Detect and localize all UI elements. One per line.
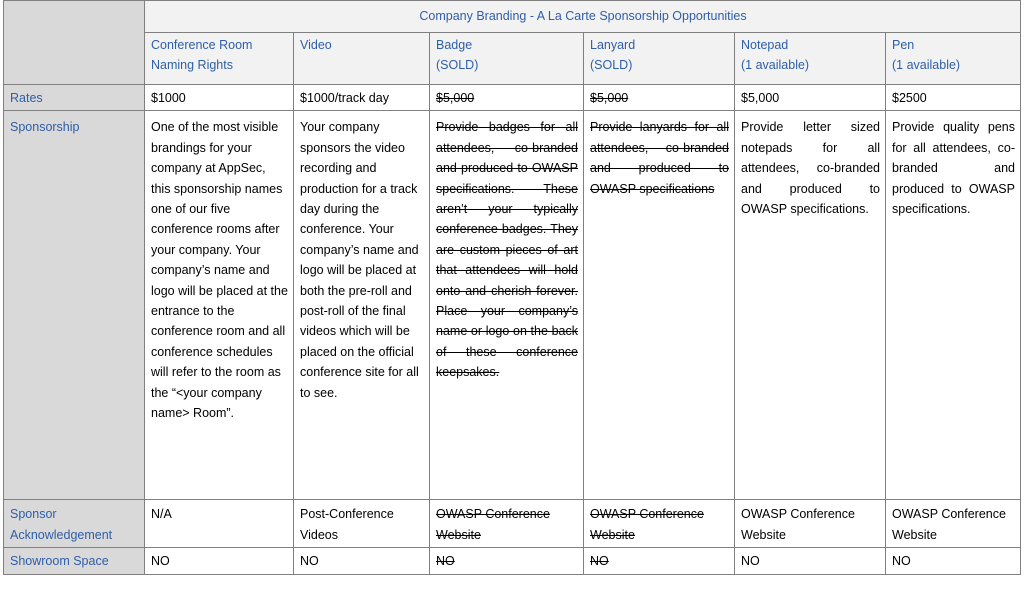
row-label-rates: Rates	[4, 85, 145, 111]
showroom-cell: NO	[294, 548, 430, 574]
rate-cell: $1000/track day	[294, 85, 430, 111]
showroom-cell: NO	[145, 548, 294, 574]
rate-cell: $5,000	[584, 85, 735, 111]
title-row	[4, 1, 1021, 33]
column-header-pen	[886, 33, 1021, 85]
acknowledgement-cell: N/A	[145, 500, 294, 548]
column-header-line2: Naming Rights	[151, 58, 233, 73]
showroom-cell: NO	[430, 548, 584, 574]
row-label-acknowledgement	[4, 500, 145, 548]
showroom-cell: NO	[886, 548, 1021, 574]
sponsorship-row	[4, 111, 1021, 500]
column-header-line1: Notepad	[741, 38, 789, 52]
acknowledgement-cell: OWASP Conference Website	[584, 500, 735, 548]
row-label-showroom: Showroom Space	[4, 548, 145, 574]
column-header-conference-room	[145, 33, 294, 85]
column-header-line1: Lanyard	[590, 38, 636, 52]
sponsorship-description: Provide badges for all attendees, co-branded and produced to OWASP specifications. These aren’t your typically conference badges. They are custom pieces of art that attendees will hold onto and cherish forever. Place your company’s name or logo on the back of these conference keepsakes.	[430, 111, 584, 500]
sponsorship-table-container	[3, 0, 1023, 575]
column-header-notepad	[735, 33, 886, 85]
showroom-cell: NO	[735, 548, 886, 574]
acknowledgement-cell: OWASP Conference Website	[886, 500, 1021, 548]
column-header-line1: Video	[300, 38, 332, 52]
rate-cell: $1000	[145, 85, 294, 111]
row-label-sponsorship: Sponsorship	[4, 111, 145, 500]
sponsorship-description: Provide letter sized notepads for all attendees, co-branded and produced to OWASP specifications.	[735, 111, 886, 500]
corner-cell	[4, 1, 145, 85]
column-header-lanyard	[584, 33, 735, 85]
rates-row	[4, 85, 1021, 111]
table-title: Company Branding - A La Carte Sponsorship Opportunities	[145, 1, 1021, 33]
sponsorship-table	[3, 0, 1021, 575]
sponsorship-description: Provide quality pens for all attendees, co-branded and produced to OWASP specifications.	[886, 111, 1021, 500]
column-header-badge	[430, 33, 584, 85]
column-header-line1: Badge	[436, 38, 473, 52]
rate-cell: $5,000	[735, 85, 886, 111]
showroom-cell: NO	[584, 548, 735, 574]
showroom-row	[4, 548, 1021, 574]
column-header-line2: (SOLD)	[436, 58, 479, 73]
acknowledgement-cell: Post-Conference Videos	[294, 500, 430, 548]
sponsorship-description: Provide lanyards for all attendees, co-branded and produced to OWASP specifications	[584, 111, 735, 500]
sponsorship-description: One of the most visible brandings for your company at AppSec, this sponsorship names one of our five conference rooms after your company. Your company’s name and logo will be placed at the entrance to the conference room and all conference schedules will refer to the room as the “<your company name> Room”.	[145, 111, 294, 500]
acknowledgement-cell: OWASP Conference Website	[735, 500, 886, 548]
column-header-line1: Pen	[892, 38, 915, 52]
column-header-video	[294, 33, 430, 85]
row-label-line2: Acknowledgement	[10, 527, 113, 542]
column-header-line2: (1 available)	[892, 58, 961, 73]
rate-cell: $5,000	[430, 85, 584, 111]
column-header-line2: (SOLD)	[590, 58, 633, 73]
rate-cell: $2500	[886, 85, 1021, 111]
acknowledgement-row	[4, 500, 1021, 548]
row-label-line1: Sponsor	[10, 507, 57, 522]
column-header-line1: Conference Room	[151, 38, 253, 52]
column-header-line2: (1 available)	[741, 58, 810, 73]
acknowledgement-cell: OWASP Conference Website	[430, 500, 584, 548]
column-header-row	[4, 33, 1021, 85]
sponsorship-description: Your company sponsors the video recording and production for a track day during the conference. Your company’s name and logo will be placed at both the pre-roll and post-roll of the final videos which will be placed on the official conference site for all to see.	[294, 111, 430, 500]
